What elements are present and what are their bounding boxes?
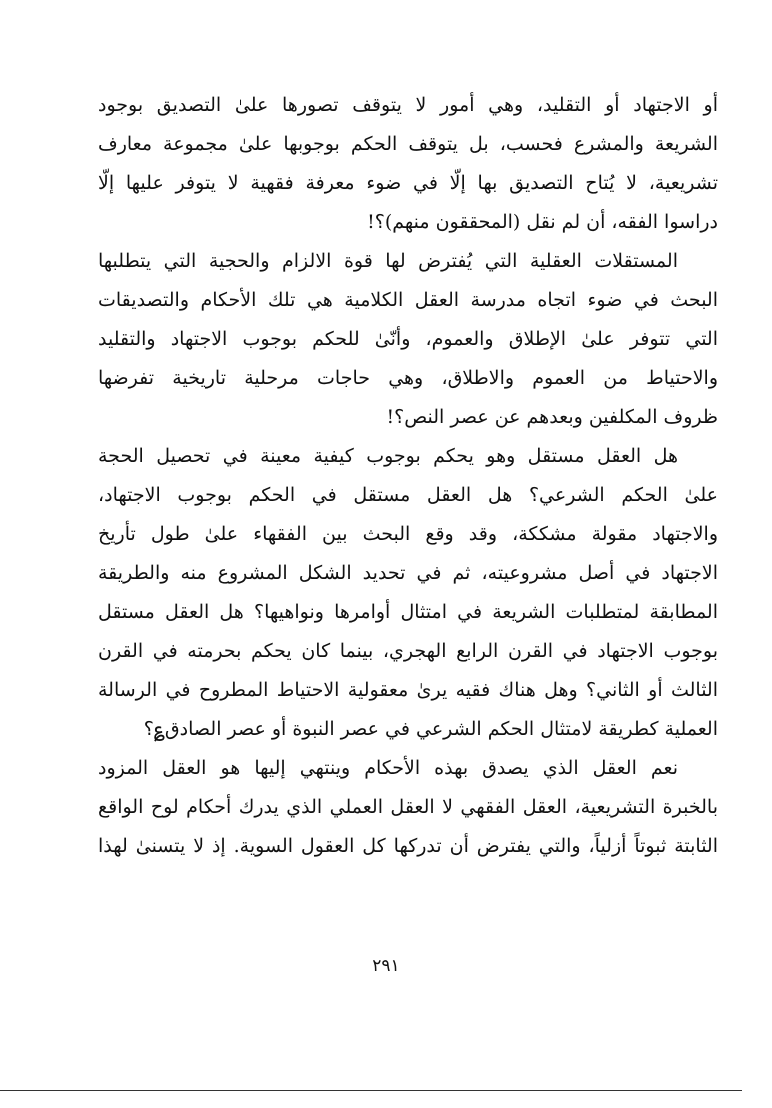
text-line: دراسوا الفقه، أن لم نقل (المحققون منهم)؟!	[367, 211, 718, 233]
text-line: أو الاجتهاد أو التقليد، وهي أمور لا يتوقف تصورها علىٰ التصديق بوجود	[98, 94, 718, 116]
text-line: العملية كطريقة لامتثال الحكم الشرعي في عصر النبوة أو عصر الصادق؏؟	[143, 718, 718, 740]
text-line: والاحتياط من العموم والاطلاق، وهي حاجات مرحلية تاريخية تفرضها	[98, 367, 718, 389]
text-line: بوجوب الاجتهاد في القرن الرابع الهجري، بينما كان يحكم بحرمته في القرن	[98, 640, 718, 662]
text-line: الثالث أو الثاني؟ وهل هناك فقيه يرىٰ معقولية الاحتياط المطروح في الرسالة	[98, 679, 718, 701]
text-line: والاجتهاد مقولة مشككة، وقد وقع البحث بين الفقهاء علىٰ طول تأريخ	[98, 523, 718, 545]
text-line: ظروف المكلفين وبعدهم عن عصر النص؟!	[386, 406, 718, 428]
paragraph-start-line: المستقلات العقلية التي يُفترض لها قوة الالزام والحجية التي يتطلبها	[98, 250, 678, 272]
text-line: بالخبرة التشريعية، العقل الفقهي لا العقل العملي الذي يدرك أحكام لوح الواقع	[98, 796, 718, 818]
page-number: ٢٩١	[372, 956, 400, 976]
body-text	[98, 86, 718, 866]
text-line: الثابتة ثبوتاً أزلياً، والتي يفترض أن تدركها كل العقول السوية. إذ لا يتسنىٰ لهذا	[98, 835, 718, 857]
text-line: الشريعة والمشرع فحسب، بل يتوقف الحكم بوجوبها علىٰ مجموعة معارف	[98, 133, 718, 155]
bottom-rule	[0, 1090, 742, 1091]
text-line: المطابقة لمتطلبات الشريعة في امتثال أوامرها ونواهيها؟ هل العقل مستقل	[98, 601, 718, 623]
text-line: علىٰ الحكم الشرعي؟ هل العقل مستقل في الحكم بوجوب الاجتهاد،	[98, 484, 718, 506]
text-line: التي تتوفر علىٰ الإطلاق والعموم، وأنّىٰ للحكم بوجوب الاجتهاد والتقليد	[98, 328, 718, 350]
text-line: تشريعية، لا يُتاح التصديق بها إلّا في ضوء معرفة فقهية لا يتوفر عليها إلّا	[98, 172, 718, 194]
text-line: الاجتهاد في أصل مشروعيته، ثم في تحديد الشكل المشروع منه والطريقة	[98, 562, 718, 584]
paragraph-start-line: هل العقل مستقل وهو يحكم بوجوب كيفية معينة في تحصيل الحجة	[98, 445, 678, 467]
paragraph-start-line: نعم العقل الذي يصدق بهذه الأحكام وينتهي إليها هو العقل المزود	[98, 757, 678, 779]
text-line: البحث في ضوء اتجاه مدرسة العقل الكلامية هي تلك الأحكام والتصديقات	[98, 289, 718, 311]
